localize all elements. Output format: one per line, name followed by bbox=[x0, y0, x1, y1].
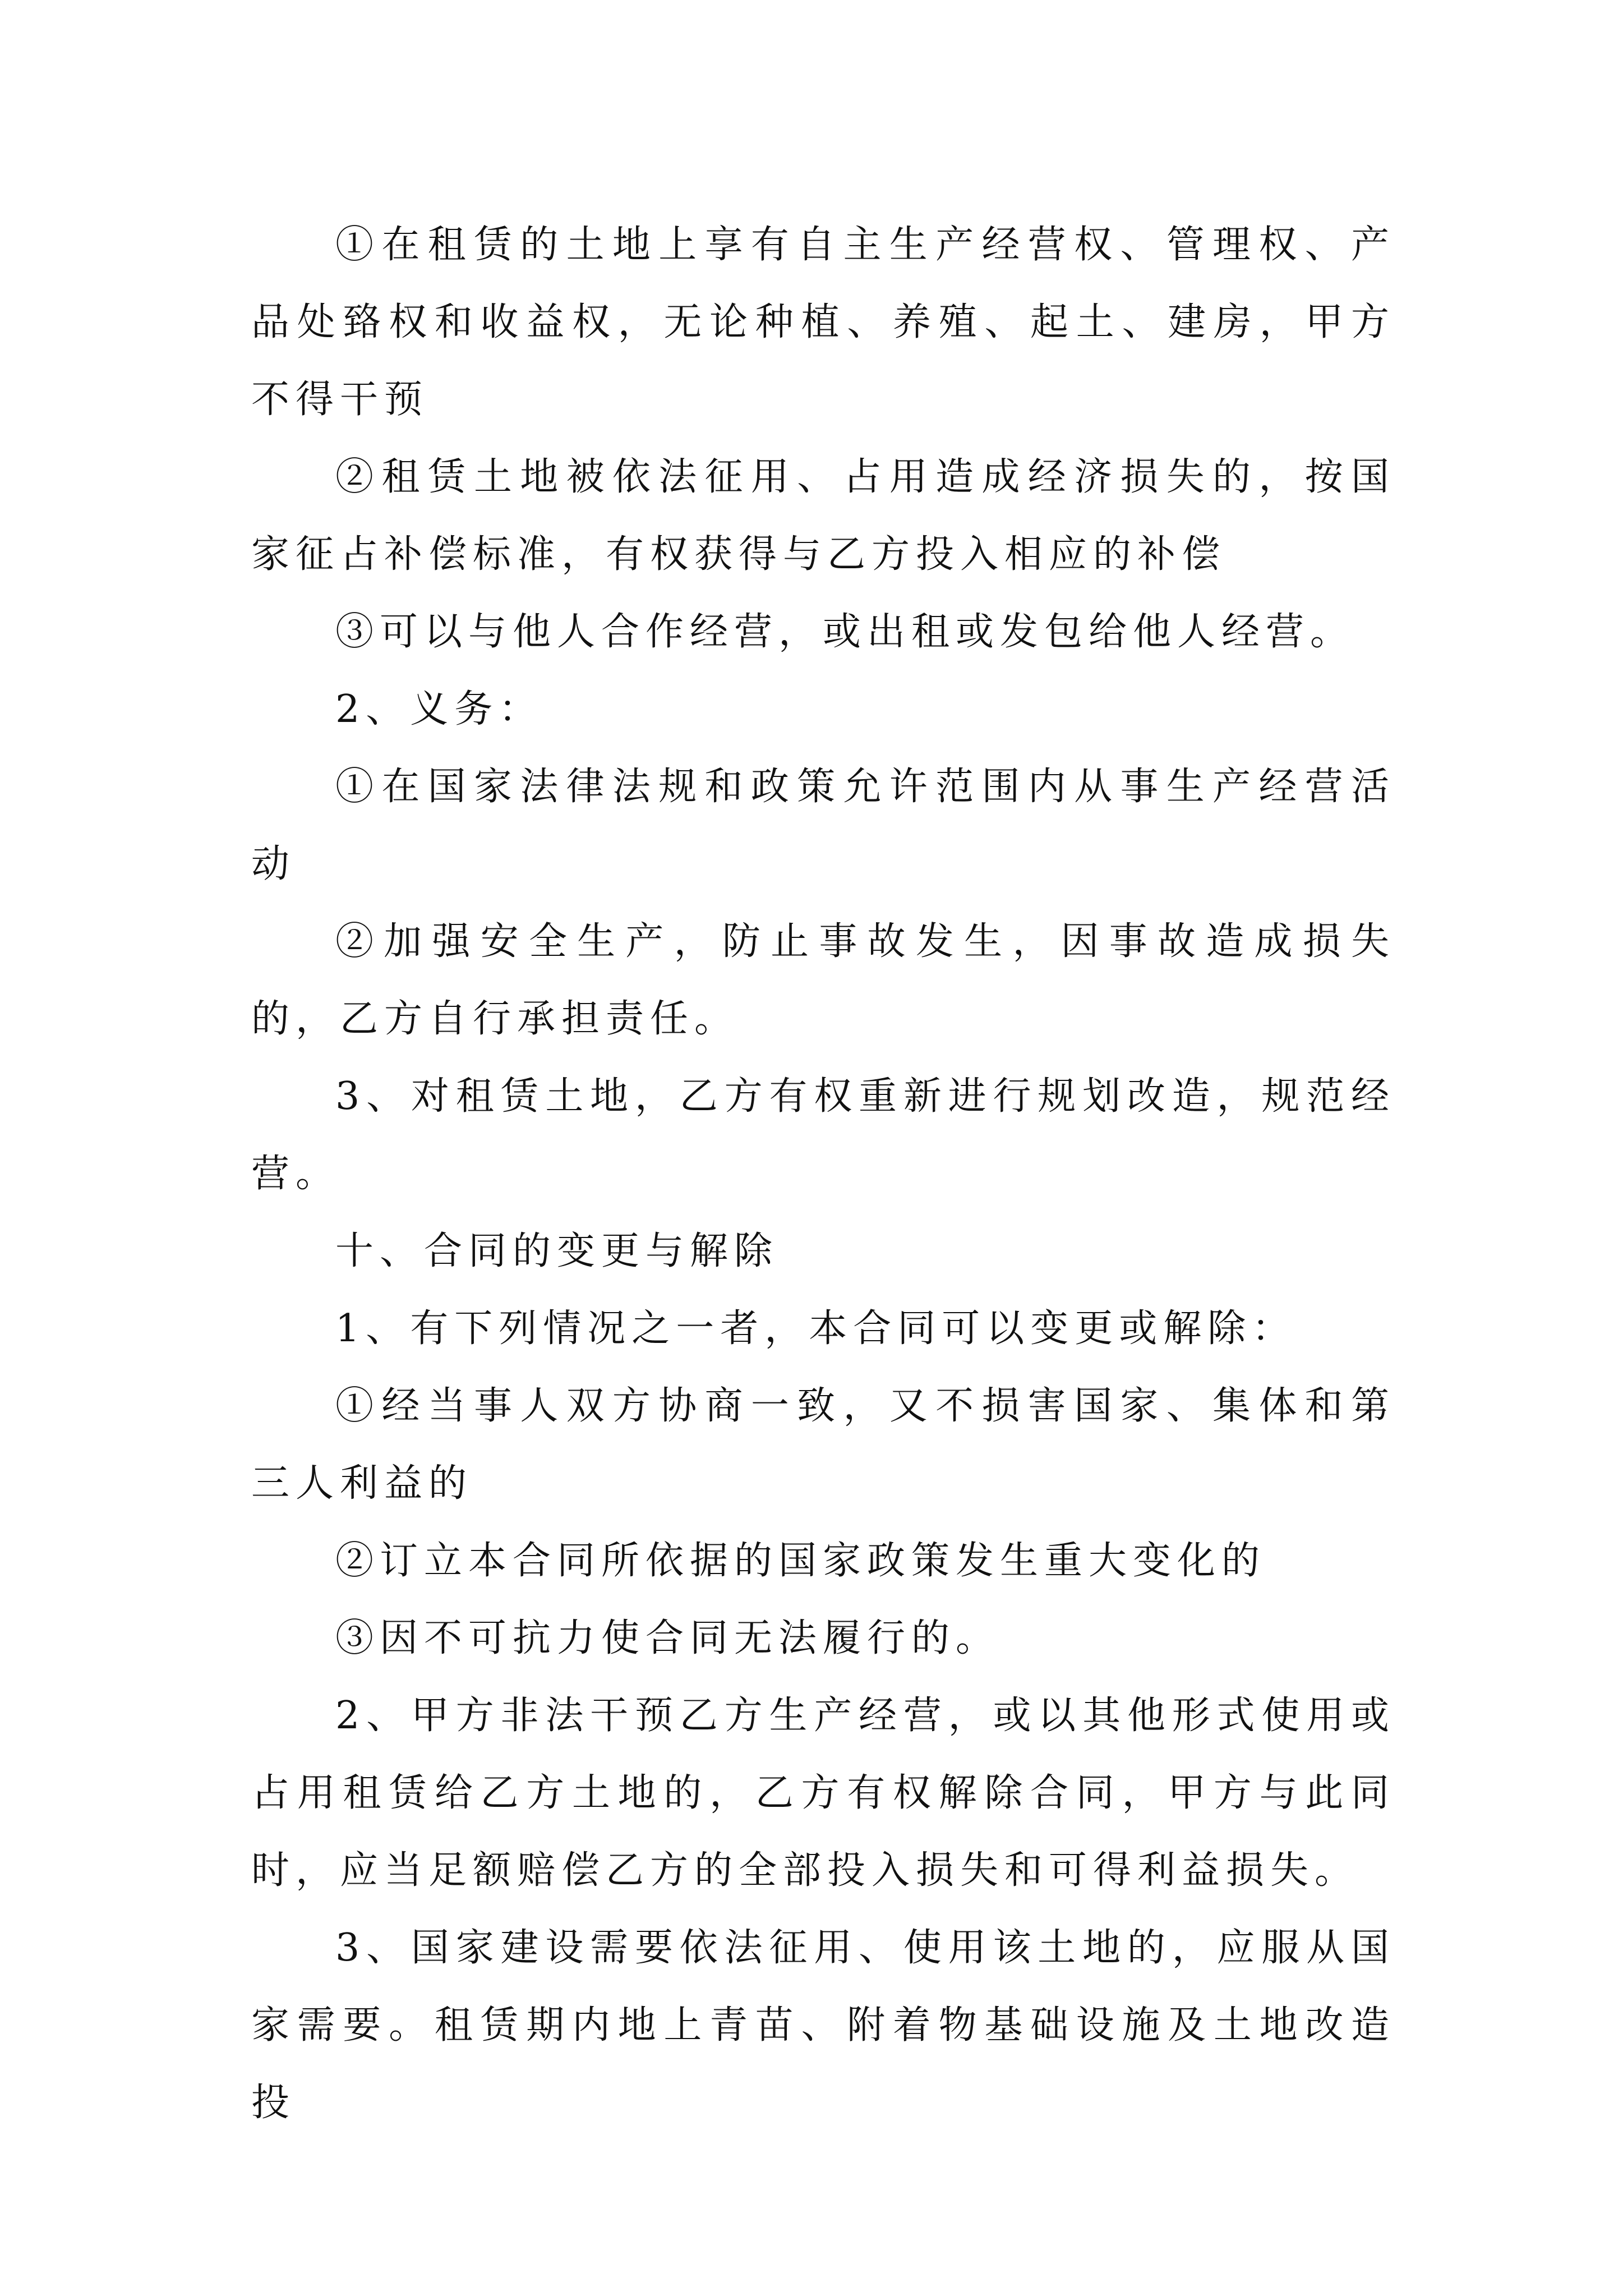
paragraph-condition-force-majeure: ③因不可抗力使合同无法履行的。 bbox=[335, 1616, 1000, 1660]
paragraph-state-requisition: 3、国家建设需要依法征用、使用该土地的，应服从国家需要。租赁期内地上青苗、附着物基础设施及土地改造投 bbox=[251, 1926, 1395, 2125]
paragraph-obligation-legal: ①在国家法律法规和政策允许范围内从事生产经营活动 bbox=[251, 765, 1395, 886]
paragraph-right-autonomy: ①在租赁的土地上享有自主生产经营权、管理权、产品处臵权和收益权，无论种植、养殖、起土、建房，甲方不得干预 bbox=[251, 223, 1395, 422]
paragraph-obligations-heading: 2、义务： bbox=[335, 687, 543, 731]
paragraph-change-conditions: 1、有下列情况之一者，本合同可以变更或解除： bbox=[335, 1306, 1297, 1351]
paragraph-condition-mutual: ①经当事人双方协商一致，又不损害国家、集体和第三人利益的 bbox=[251, 1384, 1395, 1506]
paragraph-condition-policy: ②订立本合同所依据的国家政策发生重大变化的 bbox=[335, 1539, 1266, 1583]
paragraph-illegal-interference: 2、甲方非法干预乙方生产经营，或以其他形式使用或占用租赁给乙方土地的，乙方有权解除合同，甲方与此同时，应当足额赔偿乙方的全部投入损失和可得利益损失。 bbox=[251, 1694, 1395, 1893]
paragraph-right-cooperation: ③可以与他人合作经营，或出租或发包给他人经营。 bbox=[335, 610, 1355, 654]
paragraph-obligation-safety: ②加强安全生产，防止事故发生，因事故造成损失的，乙方自行承担责任。 bbox=[251, 919, 1395, 1041]
document-body bbox=[251, 206, 1395, 2142]
paragraph-planning-right: 3、对租赁土地，乙方有权重新进行规划改造，规范经营。 bbox=[251, 1074, 1395, 1196]
paragraph-right-compensation: ②租赁土地被依法征用、占用造成经济损失的，按国家征占补偿标准，有权获得与乙方投入相应的补偿 bbox=[251, 455, 1395, 577]
section-heading-change-termination: 十、合同的变更与解除 bbox=[335, 1229, 779, 1273]
